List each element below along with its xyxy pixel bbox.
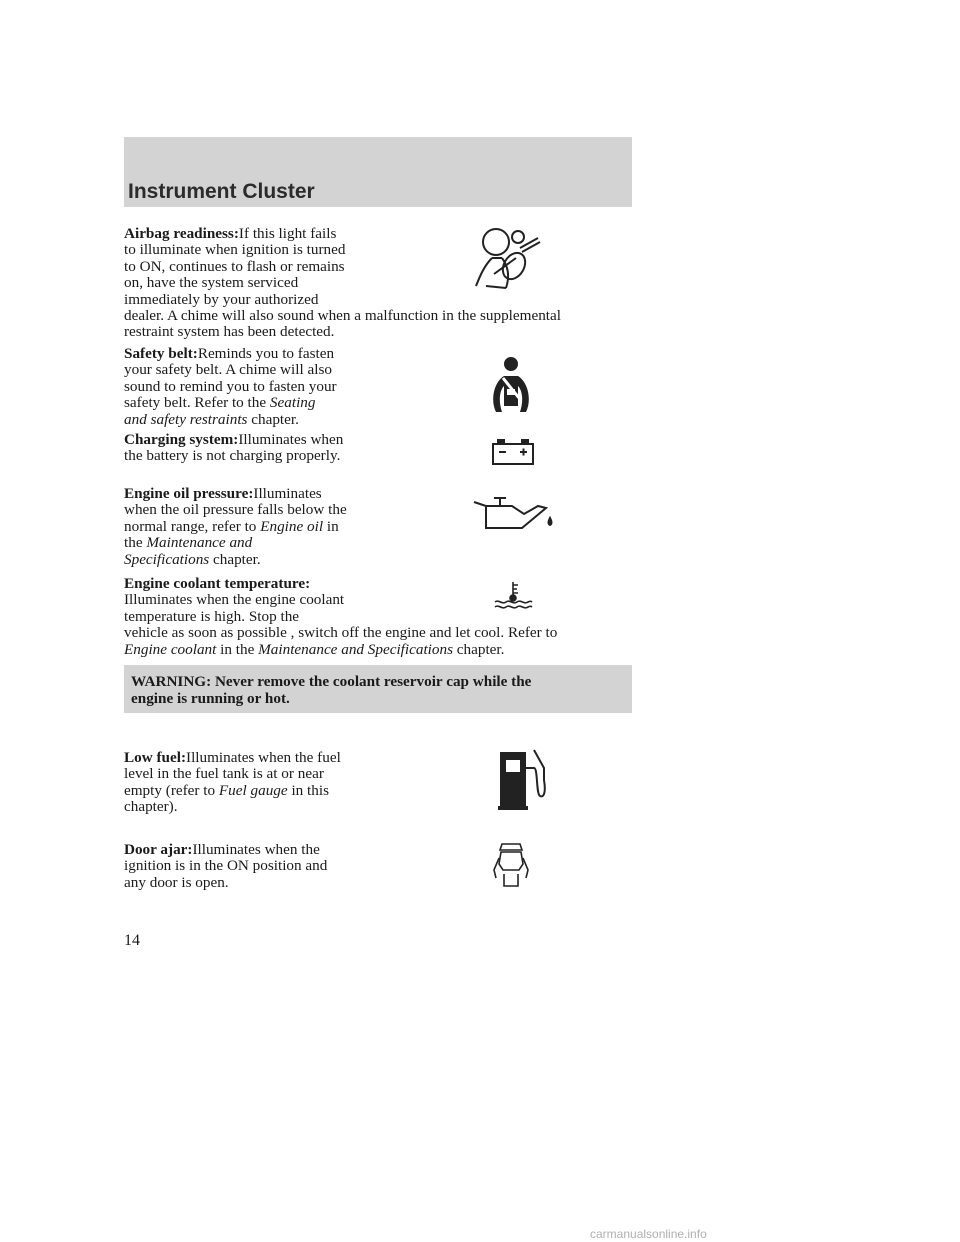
warning-box — [124, 665, 632, 713]
door-label: Door ajar: — [124, 841, 193, 858]
oil-text: Illuminates — [253, 485, 322, 502]
charging-paragraph — [124, 432, 343, 465]
page-title: Instrument Cluster — [128, 180, 315, 203]
warning-text: engine is running or hot. — [131, 690, 290, 707]
seatbelt-icon — [488, 356, 534, 414]
safety-belt-label: Safety belt: — [124, 345, 198, 362]
fuel-text: chapter). — [124, 798, 178, 816]
oil-ref: Engine oil — [260, 517, 324, 535]
fuel-paragraph — [124, 750, 341, 816]
oil-text: the — [124, 534, 143, 552]
fuel-text: level in the fuel tank is at or near — [124, 765, 324, 783]
fuel-text: in this — [291, 781, 329, 799]
coolant-text: temperature is high. Stop the — [124, 607, 300, 625]
door-text: ignition is in the ON position and — [124, 857, 328, 875]
airbag-text: on, have the system serviced — [124, 274, 299, 292]
oil-ref: Specifications — [124, 550, 210, 568]
page-number: 14 — [124, 932, 140, 949]
safety-belt-paragraph — [124, 346, 337, 428]
safety-belt-text: your safety belt. A chime will also — [124, 361, 332, 379]
fuel-pump-icon — [496, 746, 552, 812]
safety-belt-text: safety belt. Refer to the — [124, 394, 267, 412]
airbag-icon — [472, 226, 542, 292]
oil-text: normal range, refer to — [124, 517, 257, 535]
airbag-text: dealer. A chime will also sound when a malfunction in the supplemental — [124, 307, 561, 325]
coolant-temperature-icon — [493, 580, 533, 610]
fuel-text: Illuminates when the fuel — [186, 749, 341, 766]
coolant-text: in the — [220, 640, 255, 658]
fuel-text: empty (refer to — [124, 781, 216, 799]
door-ajar-icon — [492, 840, 530, 890]
oil-text: chapter. — [213, 550, 261, 568]
battery-icon — [491, 438, 535, 466]
oil-label: Engine oil pressure: — [124, 485, 254, 502]
oil-paragraph — [124, 486, 347, 568]
oil-ref: Maintenance and — [146, 534, 253, 552]
safety-belt-ref: Seating — [269, 394, 316, 412]
door-paragraph — [124, 842, 327, 891]
airbag-text: immediately by your authorized — [124, 290, 319, 308]
charging-text: the battery is not charging properly. — [124, 447, 341, 465]
coolant-text: chapter. — [456, 640, 505, 658]
oil-can-icon — [472, 492, 558, 534]
section-header — [124, 137, 632, 207]
coolant-label: Engine coolant temperature: — [124, 575, 311, 592]
airbag-label: Airbag readiness: — [124, 225, 239, 242]
oil-text: when the oil pressure falls below the — [124, 501, 347, 519]
charging-text: Illuminates when — [238, 431, 344, 448]
airbag-text: restraint system has been detected. — [124, 323, 335, 341]
warning-text: WARNING: Never remove the coolant reservoir cap while the — [131, 673, 532, 690]
door-text: Illuminates when the — [192, 841, 320, 858]
safety-belt-ref: and safety restraints — [124, 410, 248, 428]
fuel-ref: Fuel gauge — [218, 781, 288, 799]
safety-belt-text: chapter. — [251, 410, 299, 428]
airbag-text: to ON, continues to flash or remains — [124, 257, 345, 275]
footer-watermark: carmanualsonline.info — [590, 1227, 707, 1241]
airbag-text: to illuminate when ignition is turned — [124, 241, 346, 259]
airbag-text: If this light fails — [238, 225, 337, 242]
safety-belt-text: Reminds you to fasten — [197, 345, 335, 362]
charging-label: Charging system: — [124, 431, 239, 448]
coolant-text: Illuminates when the engine coolant — [124, 591, 345, 609]
coolant-ref: Engine coolant — [124, 640, 217, 658]
oil-text: in — [326, 517, 339, 535]
door-text: any door is open. — [124, 873, 229, 891]
safety-belt-text: sound to remind you to fasten your — [124, 377, 337, 395]
fuel-label: Low fuel: — [124, 749, 187, 766]
coolant-ref: Maintenance and Specifications — [258, 640, 453, 658]
coolant-text: vehicle as soon as possible , switch off the engine and let cool. Refer to — [124, 624, 558, 642]
